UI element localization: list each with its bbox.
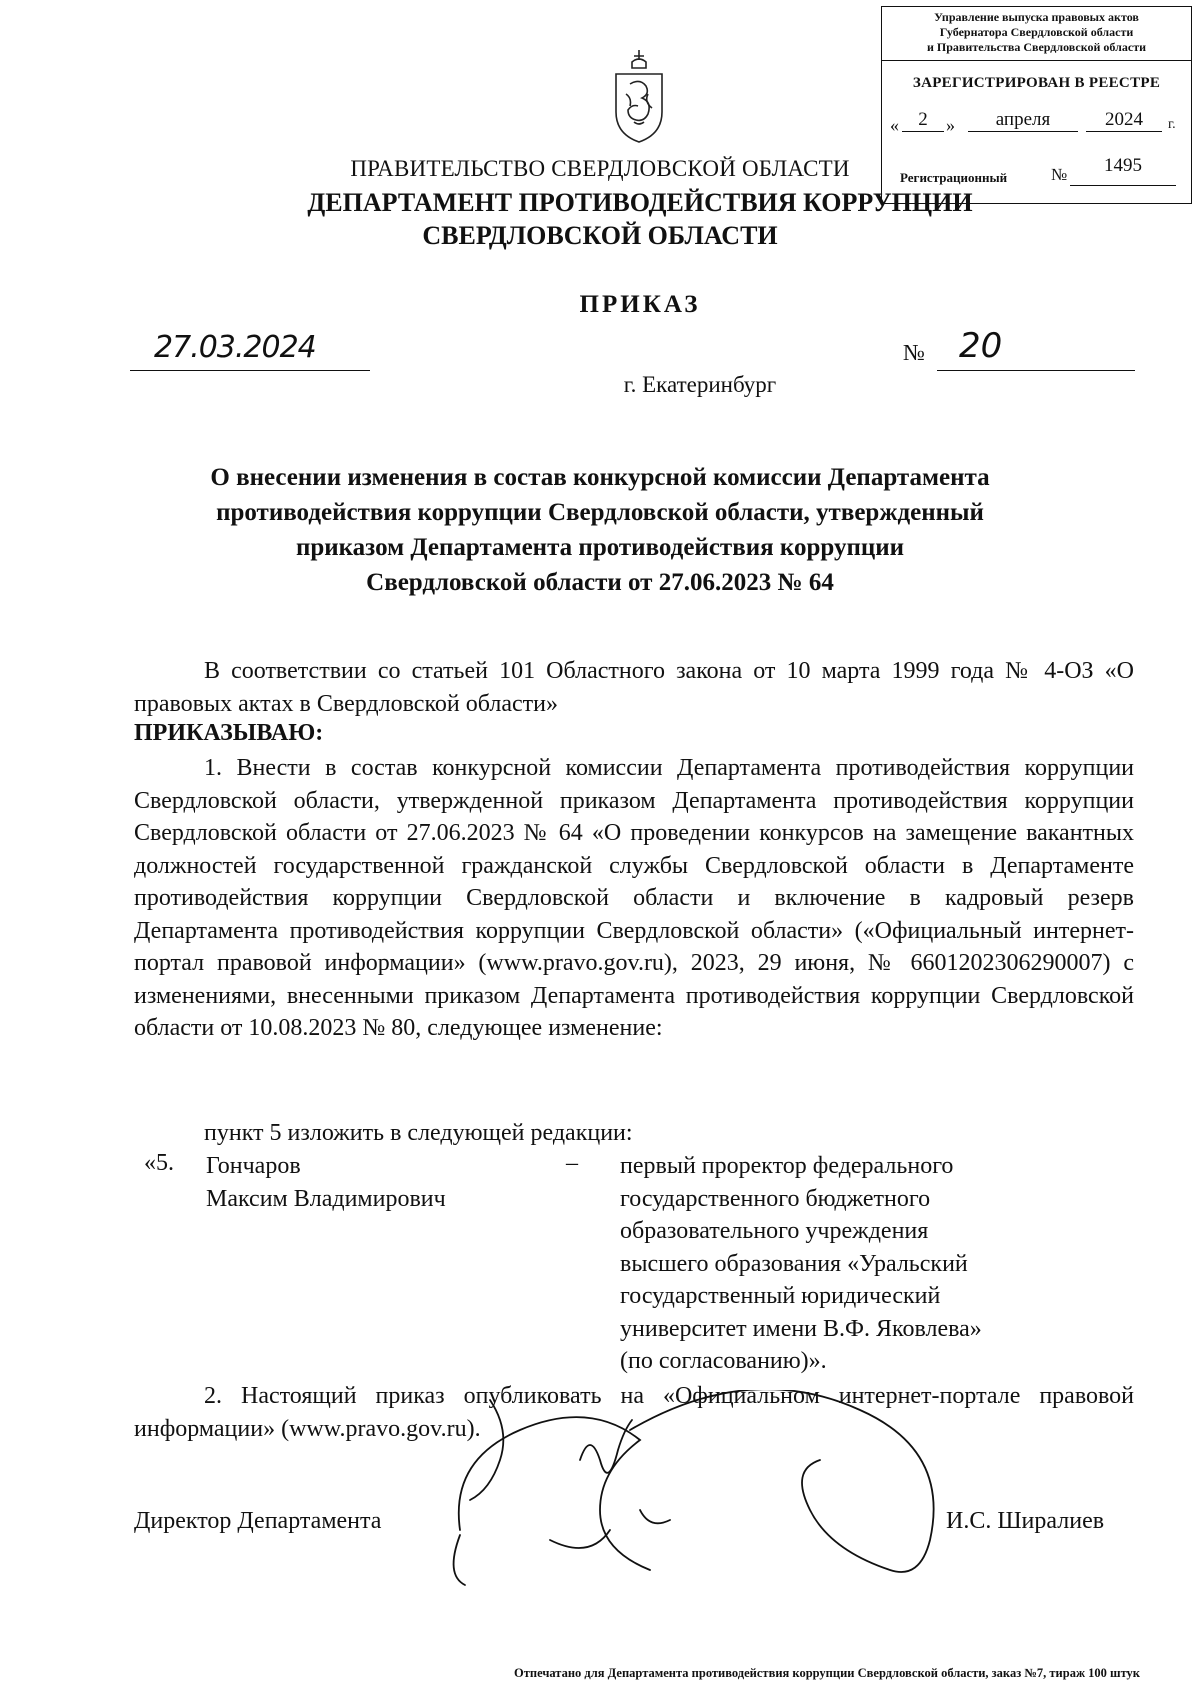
stamp-date: « 2 » апреля 2024 г. xyxy=(890,109,1176,135)
print-footer: Отпечатано для Департамента противодействия коррупции Свердловской области, заказ №7, тираж 100 штук xyxy=(514,1666,1140,1680)
item-1-sub: пункт 5 изложить в следующей редакции: xyxy=(204,1120,633,1146)
department-title-line1: ДЕПАРТАМЕНТ ПРОТИВОДЕЙСТВИЯ КОРРУПЦИИ xyxy=(307,188,973,217)
preamble: В соответствии со статьей 101 Областного закона от 10 марта 1999 года № 4-ОЗ «О правовых актах в Свердловской области» xyxy=(134,658,1134,717)
coat-of-arms-icon xyxy=(608,44,670,144)
item-2: 2. Настоящий приказ опубликовать на «Официальном интернет-портале правовой информации» (www.pravo.gov.ru). xyxy=(134,1383,1134,1442)
order-number: 20 xyxy=(937,332,1135,371)
member-position: первый проректор федерального государственного бюджетного образовательного учреждения высшего образования «Уральский государственный юридический университет имени В.Ф. Яковлева» (по согласованию)». xyxy=(620,1153,982,1374)
member-name: Гончаров Максим Владимирович xyxy=(206,1153,446,1212)
government-title: ПРАВИТЕЛЬСТВО СВЕРДЛОВСКОЙ ОБЛАСТИ xyxy=(350,156,850,181)
stamp-reg-label: Регистрационный xyxy=(900,170,1008,185)
department-title-line2: СВЕРДЛОВСКОЙ ОБЛАСТИ xyxy=(422,221,778,250)
order-date: 27.03.2024 xyxy=(130,334,370,371)
member-number: «5. xyxy=(144,1150,174,1176)
registration-stamp: Управление выпуска правовых актов Губернатора Свердловской области и Правительства Свердловской области ЗАРЕГИСТРИРОВАН В РЕЕСТРЕ « 2 » апреля 2024 г. Регистрационный № 1495 xyxy=(881,6,1192,204)
item-1: 1. Внести в состав конкурсной комиссии Департамента противодействия коррупции Свердловской области, утвержденной приказом Департамента противодействия коррупции Свердловской области от 27.06.2023 № 64 «О проведении конкурсов на замещение вакантных должностей государственной гражданской службы Свердловской области в Департаменте противодействия коррупции Свердловской области и включение в кадровый резерв Департамента противодействия коррупции Свердловской области» («Официальный интернет-портал правовой информации» (www.pravo.gov.ru), 2023, 29 июня, № 6601202306290007) с изменениями, внесенными приказом Департамента противодействия коррупции Свердловской области от 10.08.2023 № 80, следующее изменение: xyxy=(134,755,1134,1041)
signatory-position: Директор Департамента xyxy=(134,1508,382,1534)
signatory-name: И.С. Ширалиев xyxy=(946,1508,1105,1534)
stamp-day: 2 xyxy=(902,109,944,132)
handwritten-signature xyxy=(430,1390,1030,1590)
stamp-reg-number: 1495 xyxy=(1070,155,1176,186)
stamp-month: апреля xyxy=(968,109,1078,132)
order-number-sign: № xyxy=(903,340,925,365)
order-word: ПРИКАЗ xyxy=(579,291,701,318)
stamp-year: 2024 xyxy=(1086,109,1162,132)
order-command: ПРИКАЗЫВАЮ: xyxy=(134,720,324,746)
member-dash: – xyxy=(566,1150,578,1176)
city: г. Екатеринбург xyxy=(623,372,777,397)
stamp-organization: Управление выпуска правовых актов Губернатора Свердловской области и Правительства Свердловской области xyxy=(927,10,1146,54)
stamp-registered-label: ЗАРЕГИСТРИРОВАН В РЕЕСТРЕ xyxy=(912,75,1161,91)
stamp-divider xyxy=(882,60,1191,61)
document-heading: О внесении изменения в состав конкурсной комиссии Департамента противодействия коррупции Свердловской области, утвержденный приказом Департамента противодействия коррупции Свердловской области от 27.06.2023 № 64 xyxy=(210,464,990,596)
